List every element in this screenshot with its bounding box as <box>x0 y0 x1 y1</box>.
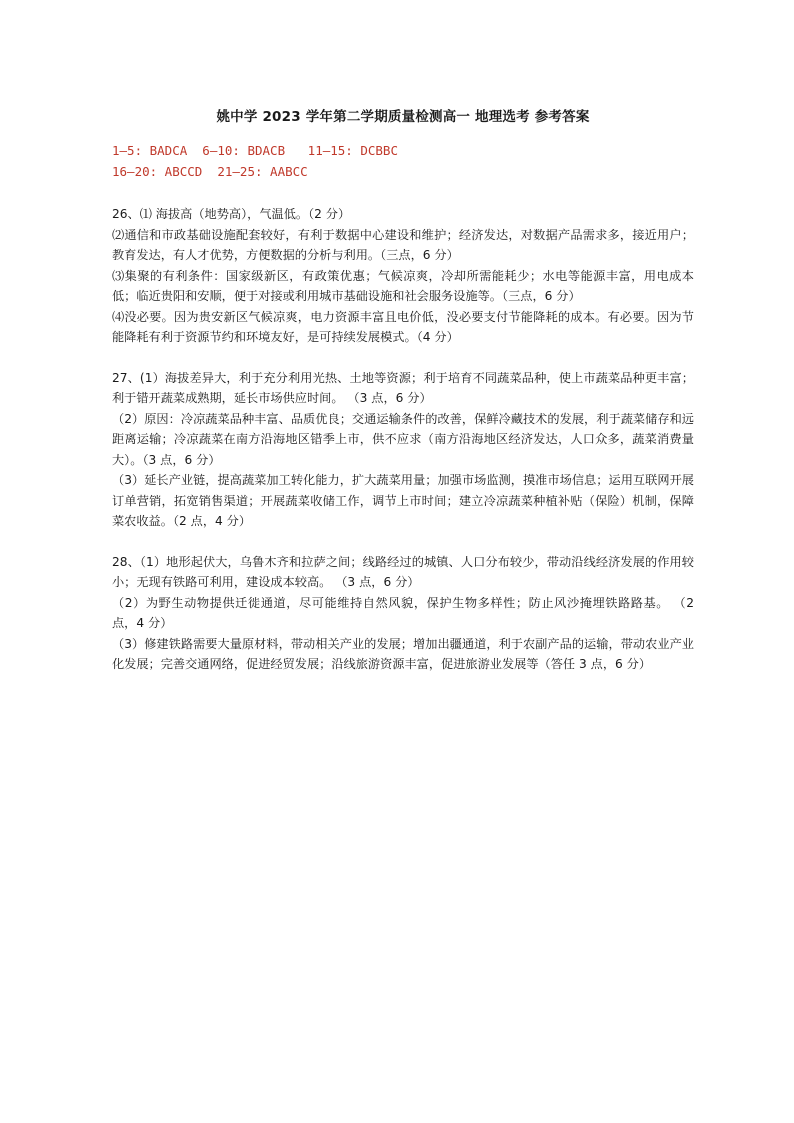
q26-part-1: 26、⑴ 海拔高（地势高），气温低。（2 分） <box>112 207 351 221</box>
q28-part-1: 28、（1）地形起伏大，乌鲁木齐和拉萨之间；线路经过的城镇、人口分布较少，带动沿线经济发展的作用较小；无现有铁路可利用，建设成本较高。 （3 点，6 分） <box>112 554 694 589</box>
choice-answers-line-2: 16—20: ABCCD 21—25: AABCC <box>112 164 308 179</box>
page-title: 姚中学 2023 学年第二学期质量检测高一 地理选考 参考答案 <box>216 109 590 125</box>
q28-part-2: （2）为野生动物提供迁徙通道，尽可能维持自然风貌，保护生物多样性；防止风沙掩埋铁路路基。 （2 点，4 分） <box>112 595 694 630</box>
spacer <box>112 182 694 204</box>
question-26 <box>112 204 694 348</box>
answer-sheet <box>112 108 694 675</box>
q27-part-1: 27、(1）海拔差异大，利于充分利用光热、土地等资源；利于培育不同蔬菜品种，使上市蔬菜品种更丰富；利于错开蔬菜成熟期，延长市场供应时间。 （3 点，6 分） <box>112 370 694 405</box>
q26-part-2: ⑵通信和市政基础设施配套较好，有利于数据中心建设和维护；经济发达，对数据产品需求多，接近用户；教育发达，有人才优势，方便数据的分析与利用。（三点，6 分） <box>112 227 694 262</box>
q26-part-4: ⑷没必要。因为贵安新区气候凉爽，电力资源丰富且电价低，没必要支付节能降耗的成本。有必要。因为节能降耗有利于资源节约和环境友好，是可持续发展模式。（4 分） <box>112 309 694 344</box>
choice-answers-line-1: 1—5: BADCA 6—10: BDACB 11—15: DCBBC <box>112 143 398 158</box>
q26-part-3: ⑶集聚的有利条件：国家级新区，有政策优惠；气候凉爽，冷却所需能耗少；水电等能源丰富，用电成本低；临近贵阳和安顺，便于对接或利用城市基础设施和社会服务设施等。（三点，6 分） <box>112 268 694 303</box>
question-28 <box>112 552 694 675</box>
q27-part-2: （2）原因：冷凉蔬菜品种丰富、品质优良；交通运输条件的改善，保鲜冷藏技术的发展，利于蔬菜储存和远距离运输；冷凉蔬菜在南方沿海地区错季上市，供不应求（南方沿海地区经济发达，人口众多，蔬菜消费量大）。（3 点，6 分） <box>112 411 694 467</box>
choice-answers <box>112 140 694 182</box>
spacer <box>112 348 694 368</box>
spacer <box>112 532 694 552</box>
q28-part-3: （3）修建铁路需要大量原材料，带动相关产业的发展；增加出疆通道，利于农副产品的运输，带动农业产业化发展；完善交通网络，促进经贸发展；沿线旅游资源丰富，促进旅游业发展等（答任 3 点，6 分） <box>112 636 694 671</box>
q27-part-3: （3）延长产业链，提高蔬菜加工转化能力，扩大蔬菜用量；加强市场监测，摸准市场信息；运用互联网开展订单营销，拓宽销售渠道；开展蔬菜收储工作，调节上市时间；建立冷凉蔬菜种植补贴（保险）机制，保障菜农收益。（2 点，4 分） <box>112 473 694 528</box>
question-27 <box>112 368 694 532</box>
